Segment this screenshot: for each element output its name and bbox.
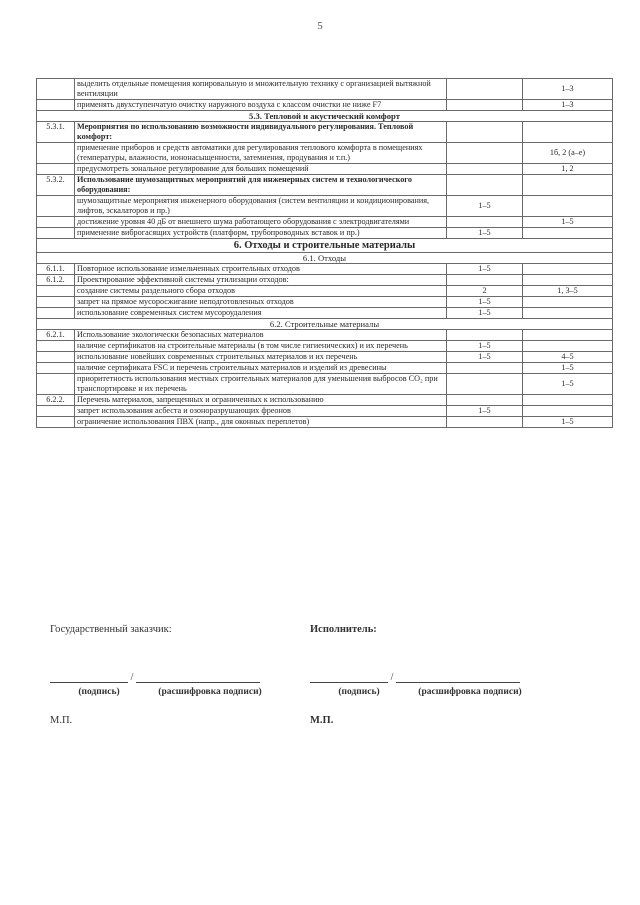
table-row — [37, 79, 613, 100]
table-row — [37, 143, 613, 164]
requirements-table — [36, 78, 613, 428]
requirement-level-2 — [523, 297, 613, 308]
customer-stamp-label: М.П. — [50, 715, 73, 726]
requirement-level-1: 1–5 — [447, 228, 523, 239]
item-code — [37, 217, 75, 228]
decoding-underline — [396, 682, 520, 683]
requirement-level-1: 1–5 — [447, 308, 523, 319]
table-row — [37, 264, 613, 275]
requirement-level-2: 1, 2 — [523, 164, 613, 175]
item-description: применение приборов и средств автоматики для регулирования теплового комфорта в помещениях (температуры, влажности, иононасыщенности, затемнения, продувания и т.п.) — [75, 143, 447, 164]
decoding-caption: (расшифровка подписи) — [418, 687, 522, 697]
table-row — [37, 308, 613, 319]
table-row — [37, 228, 613, 239]
requirement-level-2 — [523, 395, 613, 406]
item-code — [37, 164, 75, 175]
contractor-role-label: Исполнитель: — [310, 624, 377, 635]
item-code — [37, 363, 75, 374]
item-description: использование новейших современных строительных материалов и их перечень — [75, 352, 447, 363]
requirement-level-2: 1–5 — [523, 363, 613, 374]
table-row — [37, 122, 613, 143]
item-code: 6.2.1. — [37, 330, 75, 341]
requirement-level-1 — [447, 100, 523, 111]
item-description: Повторное использование измельченных строительных отходов — [75, 264, 447, 275]
table-row — [37, 406, 613, 417]
item-description: Мероприятия по использованию возможности индивидуального регулирования. Тепловой комфорт: — [75, 122, 447, 143]
contractor-stamp-label: М.П. — [310, 715, 334, 726]
heading-cell: 5.3. Тепловой и акустический комфорт — [37, 111, 613, 122]
table-row — [37, 330, 613, 341]
requirement-level-2 — [523, 196, 613, 217]
table-row — [37, 341, 613, 352]
requirement-level-2 — [523, 122, 613, 143]
decoding-caption: (расшифровка подписи) — [158, 687, 262, 697]
requirement-level-2 — [523, 308, 613, 319]
item-code — [37, 79, 75, 100]
requirement-level-1 — [447, 363, 523, 374]
requirement-level-1 — [447, 275, 523, 286]
item-description: Использование шумозащитных мероприятий для инженерных систем и технологического оборудования: — [75, 175, 447, 196]
item-code — [37, 196, 75, 217]
item-description: запрет на прямое мусоросжигание неподготовленных отходов — [75, 297, 447, 308]
table-row — [37, 275, 613, 286]
requirement-level-2 — [523, 264, 613, 275]
item-code — [37, 297, 75, 308]
requirement-level-1: 1–5 — [447, 264, 523, 275]
table-row — [37, 286, 613, 297]
requirement-level-1 — [447, 143, 523, 164]
item-description: выделить отдельные помещения копировальную и множительную технику с организацией вытяжной вентиляции — [75, 79, 447, 100]
item-code — [37, 100, 75, 111]
item-description: Перечень материалов, запрещенных и ограниченных к использованию — [75, 395, 447, 406]
requirement-level-2 — [523, 228, 613, 239]
contractor-signature-captions — [310, 687, 570, 697]
requirement-level-1: 1–5 — [447, 341, 523, 352]
requirement-level-2 — [523, 341, 613, 352]
requirement-level-1 — [447, 395, 523, 406]
item-description: приоритетность использования местных строительных материалов для уменьшения выбросов CO₂ при транспортировке и их перечень — [75, 374, 447, 395]
requirement-level-1 — [447, 374, 523, 395]
subsection-heading-row — [37, 253, 613, 264]
item-code — [37, 341, 75, 352]
section-heading-row — [37, 239, 613, 253]
requirement-level-2: 1–3 — [523, 100, 613, 111]
heading-cell: 6. Отходы и строительные материалы — [37, 239, 613, 253]
item-code — [37, 406, 75, 417]
customer-signature-line — [50, 673, 300, 683]
requirement-level-1: 1–5 — [447, 297, 523, 308]
item-description: запрет использования асбеста и озоноразрушающих фреонов — [75, 406, 447, 417]
table-row — [37, 363, 613, 374]
item-description: достижение уровня 40 дБ от внешнего шума работающего оборудования с электродвигателями — [75, 217, 447, 228]
signature-underline — [50, 682, 128, 683]
requirement-level-2 — [523, 330, 613, 341]
table-row — [37, 196, 613, 217]
item-description: использование современных систем мусороудаления — [75, 308, 447, 319]
contractor-signature-line — [310, 673, 570, 683]
requirement-level-2: 1–5 — [523, 374, 613, 395]
item-code: 5.3.1. — [37, 122, 75, 143]
customer-signature-captions — [50, 687, 300, 697]
table-row — [37, 395, 613, 406]
requirement-level-2: 1б, 2 (а–е) — [523, 143, 613, 164]
requirement-level-1: 2 — [447, 286, 523, 297]
item-code: 5.3.2. — [37, 175, 75, 196]
heading-cell: 6.2. Строительные материалы — [37, 319, 613, 330]
item-description: применение виброгасящих устройств (платформ, трубопроводных вставок и пр.) — [75, 228, 447, 239]
requirement-level-2 — [523, 406, 613, 417]
signature-caption: (подпись) — [338, 687, 380, 697]
table-row — [37, 297, 613, 308]
customer-role-label: Государственный заказчик: — [50, 624, 172, 635]
subsection-heading-row — [37, 111, 613, 122]
item-description: наличие сертификатов на строительные материалы (в том числе гигиенических) и их перечень — [75, 341, 447, 352]
table-row — [37, 175, 613, 196]
requirement-level-1 — [447, 330, 523, 341]
requirement-level-2: 1–5 — [523, 417, 613, 428]
decoding-underline — [136, 682, 260, 683]
separator-slash: / — [390, 672, 394, 683]
item-description: создание системы раздельного сбора отходов — [75, 286, 447, 297]
table-row — [37, 217, 613, 228]
table-row — [37, 374, 613, 395]
requirement-level-2: 4–5 — [523, 352, 613, 363]
item-description: шумозащитные мероприятия инженерного оборудования (систем вентиляции и кондиционирования, лифтов, эскалаторов и пр.) — [75, 196, 447, 217]
item-code — [37, 352, 75, 363]
item-description: Использование экологически безопасных материалов — [75, 330, 447, 341]
signature-underline — [310, 682, 388, 683]
requirement-level-2: 1–5 — [523, 217, 613, 228]
customer-signature-block — [50, 624, 300, 726]
item-description: Проектирование эффективной системы утилизации отходов: — [75, 275, 447, 286]
requirements-table-body — [37, 79, 613, 428]
page-number: 5 — [317, 20, 323, 32]
item-description: применять двухступенчатую очистку наружного воздуха с классом очистки не ниже F7 — [75, 100, 447, 111]
separator-slash: / — [130, 672, 134, 683]
requirement-level-2: 1, 3–5 — [523, 286, 613, 297]
item-description: предусмотреть зональное регулирование для больших помещений — [75, 164, 447, 175]
table-row — [37, 352, 613, 363]
contractor-signature-block — [310, 624, 570, 726]
requirement-level-1 — [447, 122, 523, 143]
requirement-level-1: 1–5 — [447, 406, 523, 417]
table-row — [37, 164, 613, 175]
requirement-level-1 — [447, 164, 523, 175]
requirement-level-2: 1–3 — [523, 79, 613, 100]
requirement-level-1 — [447, 217, 523, 228]
requirement-level-1: 1–5 — [447, 352, 523, 363]
item-code — [37, 286, 75, 297]
item-description: ограничение использования ПВХ (напр., для оконных переплетов) — [75, 417, 447, 428]
item-code — [37, 374, 75, 395]
requirement-level-2 — [523, 275, 613, 286]
item-code — [37, 228, 75, 239]
heading-cell: 6.1. Отходы — [37, 253, 613, 264]
item-code — [37, 143, 75, 164]
item-code: 6.2.2. — [37, 395, 75, 406]
table-row — [37, 100, 613, 111]
requirement-level-1 — [447, 417, 523, 428]
requirement-level-1 — [447, 175, 523, 196]
requirement-level-1 — [447, 79, 523, 100]
requirement-level-1: 1–5 — [447, 196, 523, 217]
item-code: 6.1.1. — [37, 264, 75, 275]
item-code — [37, 308, 75, 319]
signature-caption: (подпись) — [78, 687, 120, 697]
item-code: 6.1.2. — [37, 275, 75, 286]
subsection-heading-row — [37, 319, 613, 330]
item-description: наличие сертификата FSC и перечень строительных материалов и изделий из древесины — [75, 363, 447, 374]
item-code — [37, 417, 75, 428]
table-row — [37, 417, 613, 428]
requirement-level-2 — [523, 175, 613, 196]
